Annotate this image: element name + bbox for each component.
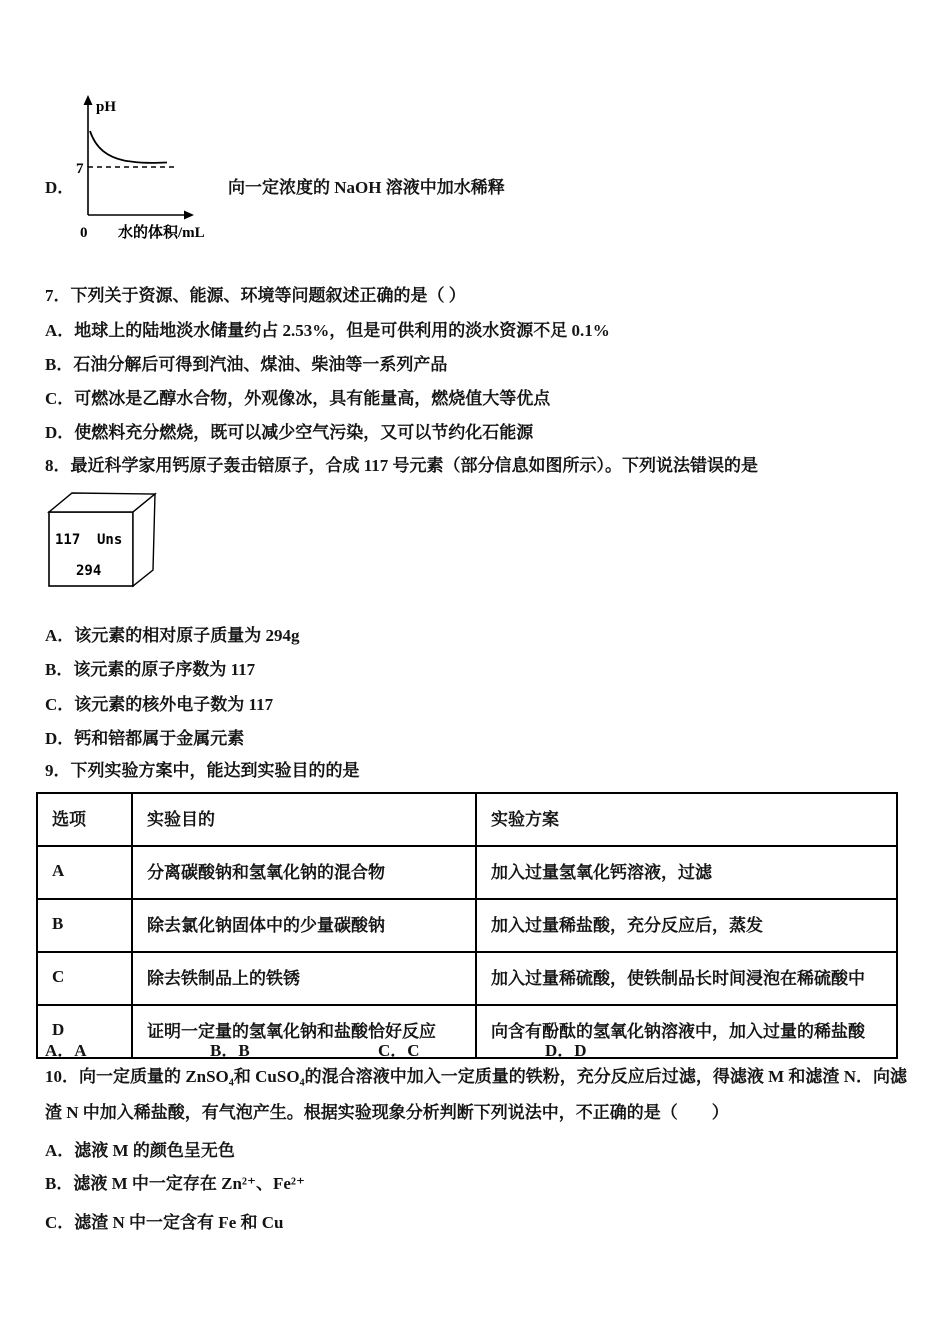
element-atomic-number: 117 (55, 532, 81, 548)
cell-option: C (37, 952, 132, 1005)
cell-purpose: 证明一定量的氢氧化钠和盐酸恰好反应 (132, 1005, 476, 1058)
question-7-option-b: B．石油分解后可得到汽油、煤油、柴油等一系列产品 (45, 355, 448, 374)
col-header-option: 选项 (37, 793, 132, 846)
question-10-option-b: B．滤液 M 中一定存在 Zn²⁺、Fe²⁺ (45, 1174, 305, 1193)
table-row (37, 952, 897, 1005)
question-8-option-b: B．该元素的原子序数为 117 (45, 660, 256, 679)
ph-curve (90, 131, 167, 163)
cell-purpose: 除去铁制品上的铁锈 (132, 952, 476, 1005)
question-7-option-a: A．地球上的陆地淡水储量约占 2.53%，但是可供利用的淡水资源不足 0.1% (45, 321, 610, 340)
question-8-stem: 8．最近科学家用钙原子轰击锫原子，合成 117 号元素（部分信息如图所示）。下列说法错误的是 (45, 456, 759, 475)
question-7-option-d: D．使燃料充分燃烧，既可以减少空气污染，又可以节约化石能源 (45, 423, 534, 442)
experiment-table (36, 792, 898, 1059)
option-d-caption: 向一定浓度的 NaOH 溶液中加水稀释 (228, 178, 505, 197)
ph7-tick-label: 7 (76, 161, 84, 177)
cell-purpose: 分离碳酸钠和氢氧化钠的混合物 (132, 846, 476, 899)
cell-plan: 加入过量氢氧化钙溶液，过滤 (476, 846, 897, 899)
question-10-option-a: A．滤液 M 的颜色呈无色 (45, 1141, 235, 1160)
origin-label: 0 (80, 225, 88, 241)
question-9-answer-a: A．A (45, 1041, 87, 1060)
table-row (37, 846, 897, 899)
element-symbol: Uns (97, 532, 123, 548)
table-row (37, 899, 897, 952)
cell-plan: 加入过量稀盐酸，充分反应后，蒸发 (476, 899, 897, 952)
col-header-purpose: 实验目的 (132, 793, 476, 846)
ph-dilution-graph (70, 93, 240, 245)
question-9-stem: 9．下列实验方案中，能达到实验目的的是 (45, 761, 360, 780)
cell-plan: 加入过量稀硫酸，使铁制品长时间浸泡在稀硫酸中 (476, 952, 897, 1005)
question-7-stem: 7．下列关于资源、能源、环境等问题叙述正确的是（ ） (45, 286, 466, 305)
element-mass-number: 294 (76, 563, 102, 579)
x-axis-arrow-icon (184, 211, 194, 220)
question-9-answer-d: D．D (545, 1041, 587, 1060)
col-header-plan: 实验方案 (476, 793, 897, 846)
question-8-option-a: A．该元素的相对原子质量为 294g (45, 626, 300, 645)
option-d-label: D． (45, 178, 75, 197)
cell-option: B (37, 899, 132, 952)
question-10-stem: 10．向一定质量的 ZnSO₄和 CuSO₄的混合溶液中加入一定质量的铁粉，充分反应后过滤，得滤液 M 和滤渣 N．向滤渣 N 中加入稀盐酸，有气泡产生。根据实验现象分析判断下列说法中，不正确的是（ ） (45, 1067, 907, 1122)
question-7-option-c: C．可燃冰是乙醇水合物，外观像冰，具有能量高，燃烧值大等优点 (45, 389, 551, 408)
cell-purpose: 除去氯化钠固体中的少量碳酸钠 (132, 899, 476, 952)
cell-option: D (37, 1005, 132, 1058)
question-10-option-c: C．滤渣 N 中一定含有 Fe 和 Cu (45, 1213, 284, 1232)
element-117-box (45, 488, 170, 598)
question-9-answer-b: B．B (210, 1041, 250, 1060)
question-9-answer-c: C．C (378, 1041, 420, 1060)
y-axis-label: pH (96, 99, 117, 115)
y-axis-arrow-icon (84, 95, 93, 105)
question-8-option-d: D．钙和锫都属于金属元素 (45, 729, 245, 748)
cell-plan: 向含有酚酞的氢氧化钠溶液中，加入过量的稀盐酸 (476, 1005, 897, 1058)
table-row (37, 1005, 897, 1058)
x-axis-label: 水的体积/mL (118, 225, 205, 241)
cell-option: A (37, 846, 132, 899)
table-header-row (37, 793, 897, 846)
question-8-option-c: C．该元素的核外电子数为 117 (45, 695, 274, 714)
